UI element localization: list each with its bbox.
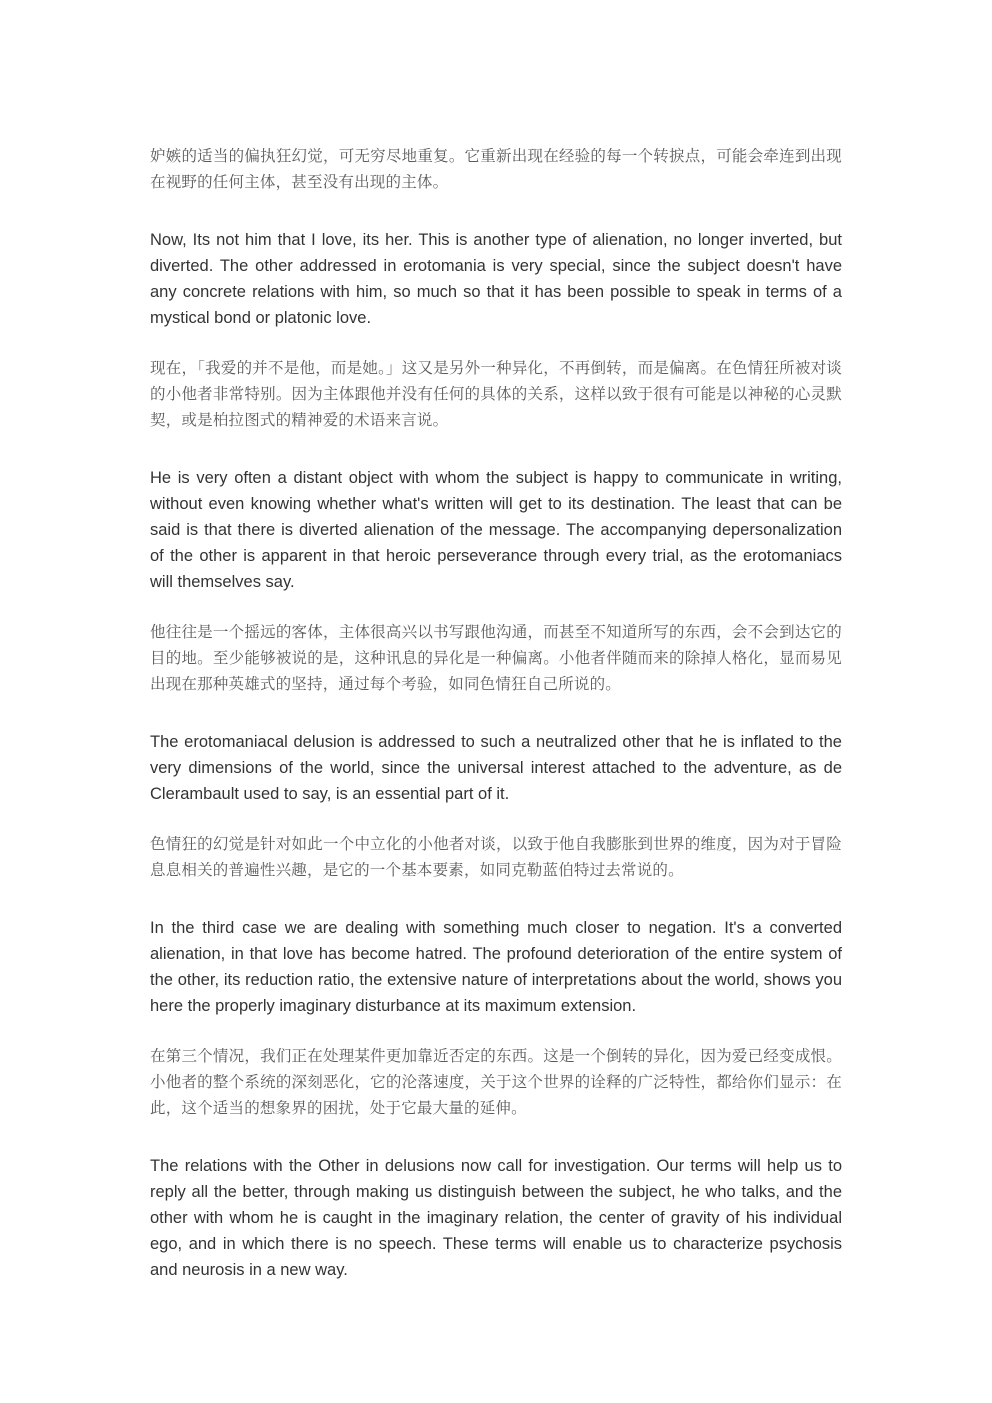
paragraph-en-3: The erotomaniacal delusion is addressed to such a neutralized other that he is inflated to the very dimensions of the world, since the universal interest attached to the adventure, as de Clerambault used to say, is an essential part of it.	[150, 733, 842, 803]
paragraph-zh-5: 在第三个情况，我们正在处理某件更加靠近否定的东西。这是一个倒转的异化，因为爱已经变成恨。小他者的整个系统的深刻恶化，它的沦落速度，关于这个世界的诠释的广泛特性，都给你们显示：在此，这个适当的想象界的困扰，处于它最大量的延伸。	[150, 1047, 842, 1117]
paragraph-en-4: In the third case we are dealing with something much closer to negation. It's a converted alienation, in that love has become hatred. The profound deterioration of the entire system of the other, its reduction ratio, the extensive nature of interpretations about the world, shows you here the properly imaginary disturbance at its maximum extension.	[150, 919, 842, 1015]
paragraph-en-2: He is very often a distant object with whom the subject is happy to communicate in writing, without even knowing whether what's written will get to its destination. The least that can be said is that there is diverted alienation of the message. The accompanying depersonalization of the other is apparent in that heroic perseverance through every trial, as the erotomaniacs will themselves say.	[150, 469, 842, 591]
paragraph-zh-4: 色情狂的幻觉是针对如此一个中立化的小他者对谈，以致于他自我膨胀到世界的维度，因为对于冒险息息相关的普遍性兴趣，是它的一个基本要素，如同克勒蓝伯特过去常说的。	[150, 835, 842, 879]
paragraph-zh-2: 现在，「我爱的并不是他，而是她。」这又是另外一种异化，不再倒转，而是偏离。在色情狂所被对谈的小他者非常特别。因为主体跟他并没有任何的具体的关系，这样以致于很有可能是以神秘的心灵默契，或是柏拉图式的精神爱的术语来言说。	[150, 359, 842, 429]
paragraph-en-1: Now, Its not him that I love, its her. This is another type of alienation, no longer inverted, but diverted. The other addressed in erotomania is very special, since the subject doesn't have any concrete relations with him, so much so that it has been possible to speak in terms of a mystical bond or platonic love.	[150, 231, 842, 327]
paragraph-zh-1: 妒嫉的适当的偏执狂幻觉，可无穷尽地重复。它重新出现在经验的每一个转捩点，可能会牵连到出现在视野的任何主体，甚至没有出现的主体。	[150, 147, 842, 191]
paragraph-en-5: The relations with the Other in delusions now call for investigation. Our terms will help us to reply all the better, through making us distinguish between the subject, he who talks, and the other with whom he is caught in the imaginary relation, the center of gravity of his individual ego, and in which there is no speech. These terms will enable us to characterize psychosis and neurosis in a new way.	[150, 1157, 842, 1279]
paragraph-zh-3: 他往往是一个摇远的客体，主体很高兴以书写跟他沟通，而甚至不知道所写的东西，会不会到达它的目的地。至少能够被说的是，这种讯息的异化是一种偏离。小他者伴随而来的除掉人格化，显而易见出现在那种英雄式的坚持，通过每个考验，如同色情狂自己所说的。	[150, 623, 842, 693]
document-page	[150, 143, 842, 1283]
